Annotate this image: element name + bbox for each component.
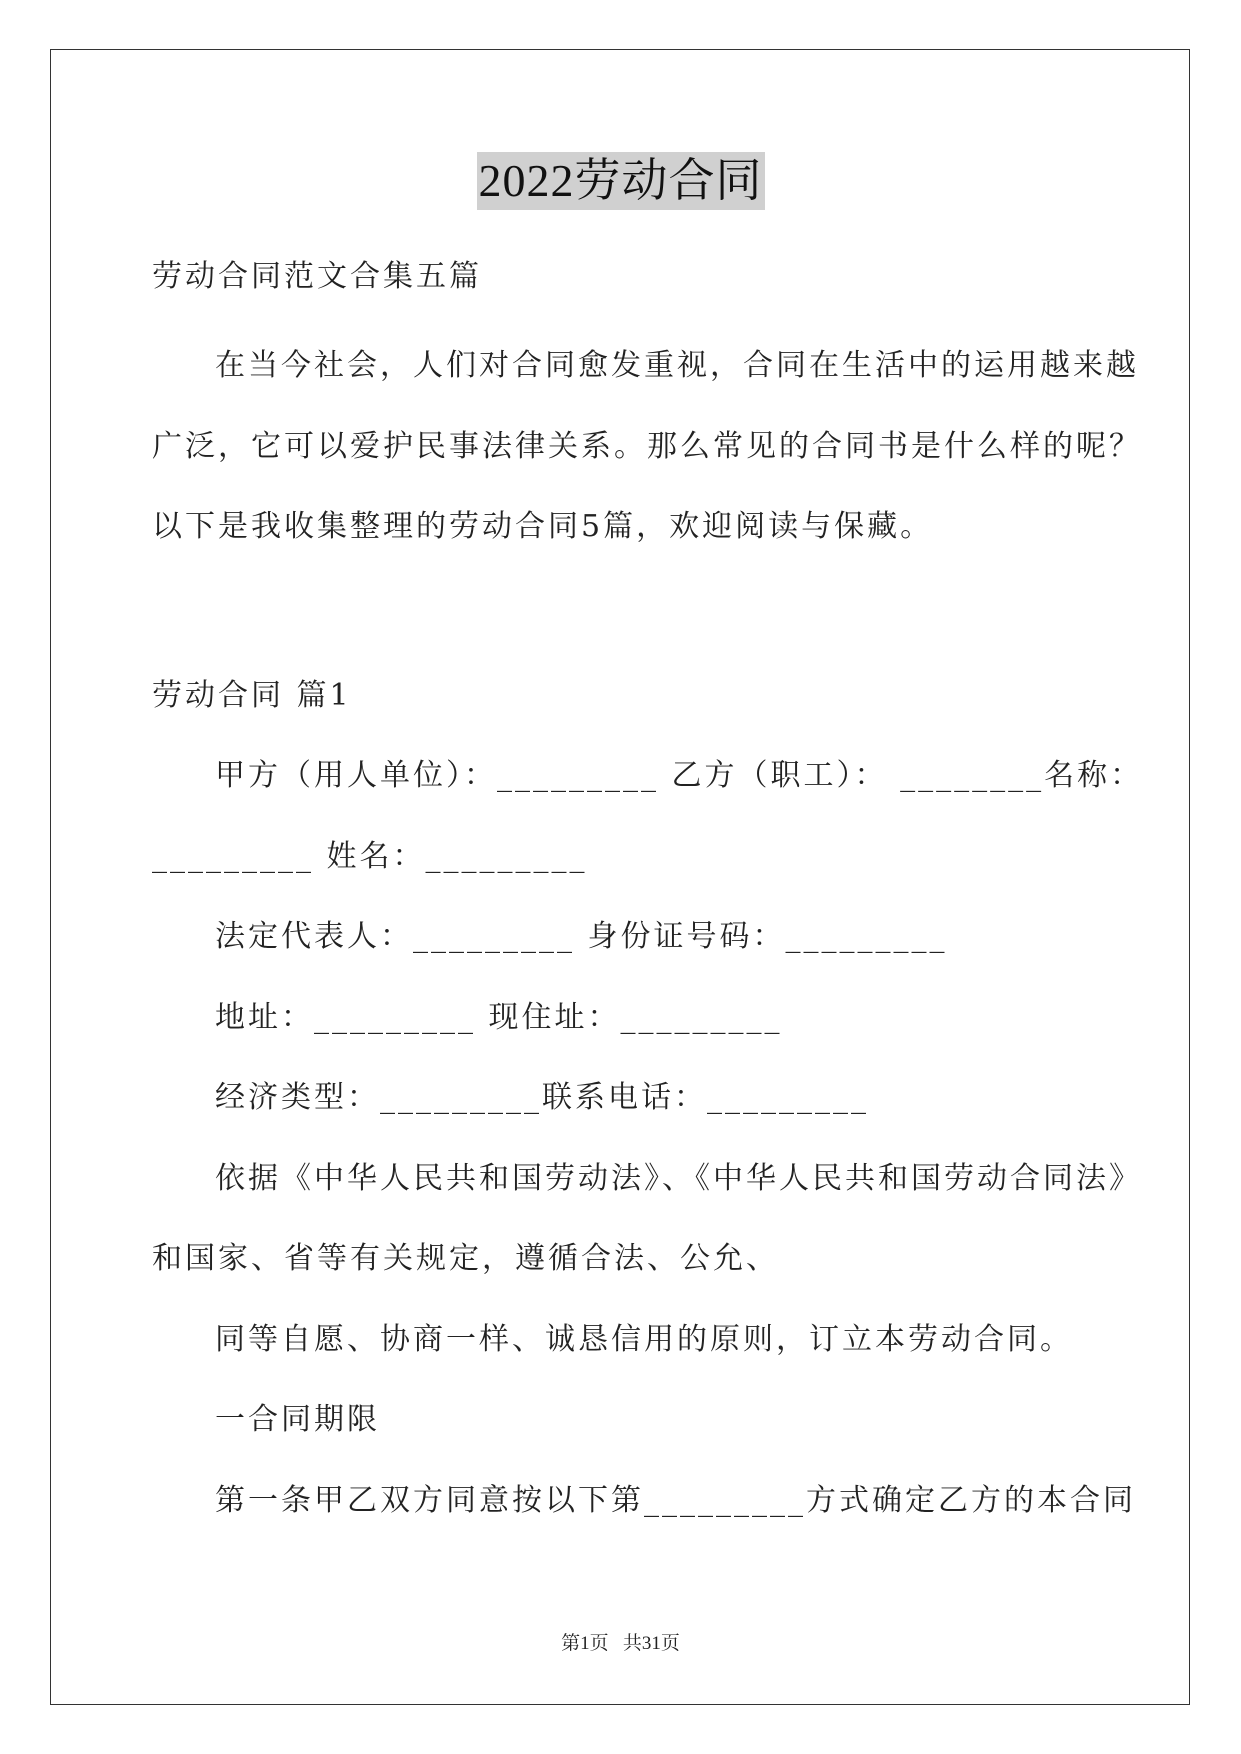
form-line: 经济类型：_________联系电话：_________ [215, 1080, 869, 1115]
paragraph-line: 在当今社会，人们对合同愈发重视，合同在生活中的运用越来越 [215, 348, 1139, 383]
form-line: 甲方（用人单位）：_________ 乙方（职工）： ________名称： [215, 758, 1144, 793]
section-heading: 劳动合同 篇1 [152, 678, 352, 713]
page-number-footer: 第1页 共31页 [561, 1633, 680, 1654]
section-heading: 一合同期限 [215, 1402, 380, 1437]
paragraph-line: 和国家、省等有关规定，遵循合法、公允、 [152, 1241, 779, 1276]
subtitle-line: 劳动合同范文合集五篇 [152, 259, 482, 294]
paragraph-line: 第一条甲乙双方同意按以下第_________方式确定乙方的本合同 [215, 1483, 1136, 1518]
title-container [0, 152, 1241, 210]
form-line: _________ 姓名：_________ [152, 839, 588, 874]
form-line: 地址：_________ 现住址：_________ [215, 1000, 783, 1035]
form-line: 法定代表人：_________ 身份证号码：_________ [215, 919, 948, 954]
page-border [50, 49, 1190, 1705]
paragraph-line: 依据《中华人民共和国劳动法》、《中华人民共和国劳动合同法》 [215, 1161, 1142, 1196]
document-title: 2022劳动合同 [477, 152, 765, 210]
paragraph-line: 广泛，它可以爱护民事法律关系。那么常见的合同书是什么样的呢？ [152, 429, 1142, 464]
paragraph-line: 同等自愿、协商一样、诚恳信用的原则，订立本劳动合同。 [215, 1322, 1073, 1357]
paragraph-line: 以下是我收集整理的劳动合同5篇，欢迎阅读与保藏。 [152, 509, 934, 544]
